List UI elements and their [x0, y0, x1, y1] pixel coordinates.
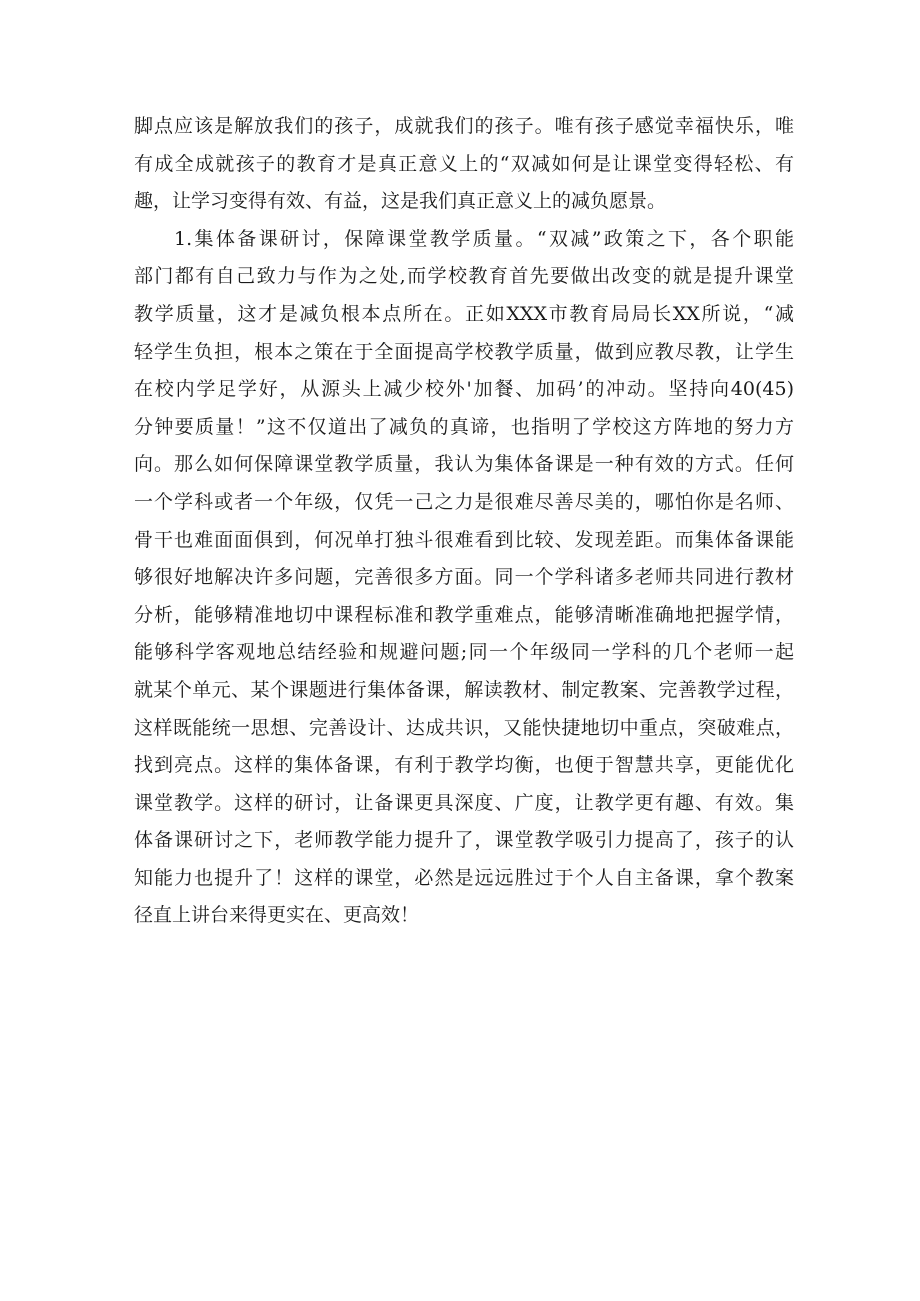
text-line: 教学质量，这才是减负根本点所在。正如XXX市教育局局长XX所说，“减: [134, 302, 794, 325]
text-line: 分钟要质量！”这不仅道出了减负的真谛，也指明了学校这方阵地的努力方: [134, 415, 794, 438]
paragraph-2: [134, 221, 794, 935]
text-line: 知能力也提升了！这样的课堂，必然是远远胜过于个人自主备课，拿个教案: [134, 866, 794, 889]
text-line: 趣，让学习变得有效、有益，这是我们真正意义上的减负愿景。: [134, 190, 667, 213]
paragraph-1: [134, 108, 794, 221]
text-line: 分析，能够精准地切中课程标准和教学重难点，能够清晰准确地把握学情，: [134, 603, 794, 626]
text-line: 部门都有自己致力与作为之处,而学校教育首先要做出改变的就是提升课堂: [134, 265, 794, 288]
text-line: 轻学生负担，根本之策在于全面提高学校教学质量，做到应教尽教，让学生: [134, 340, 794, 363]
text-line: 课堂教学。这样的研讨，让备课更具深度、广度，让教学更有趣、有效。集: [134, 791, 794, 814]
text-line: 够很好地解决许多问题，完善很多方面。同一个学科诸多老师共同进行教材: [134, 566, 794, 589]
text-line: 体备课研讨之下，老师教学能力提升了，课堂教学吸引力提高了，孩子的认: [134, 829, 794, 852]
text-line: 有成全成就孩子的教育才是真正意义上的“双减如何是让课堂变得轻松、有: [134, 152, 794, 175]
text-line: 骨干也难面面俱到，何况单打独斗很难看到比较、发现差距。而集体备课能: [134, 528, 794, 551]
text-line: 一个学科或者一个年级，仅凭一己之力是很难尽善尽美的，哪怕你是名师、: [134, 490, 794, 513]
text-line: 能够科学客观地总结经验和规避问题;同一个年级同一学科的几个老师一起: [134, 641, 794, 664]
text-line: 这样既能统一思想、完善设计、达成共识，又能快捷地切中重点，突破难点，: [134, 716, 794, 739]
text-line: 找到亮点。这样的集体备课，有利于教学均衡，也便于智慧共享，更能优化: [134, 754, 794, 777]
document-body: [134, 108, 794, 935]
text-line: 就某个单元、某个课题进行集体备课，解读教材、制定教案、完善教学过程，: [134, 678, 794, 701]
text-line: 脚点应该是解放我们的孩子，成就我们的孩子。唯有孩子感觉幸福快乐，唯: [134, 115, 794, 137]
text-line: 径直上讲台来得更实在、更高效！: [134, 904, 420, 927]
text-line: 在校内学足学好，从源头上减少校外'加餐、加码’的冲动。坚持向40(45): [134, 378, 794, 401]
text-line: 1.集体备课研讨，保障课堂教学质量。“双减”政策之下，各个职能: [174, 227, 794, 250]
text-line: 向。那么如何保障课堂教学质量，我认为集体备课是一种有效的方式。任何: [134, 453, 794, 476]
